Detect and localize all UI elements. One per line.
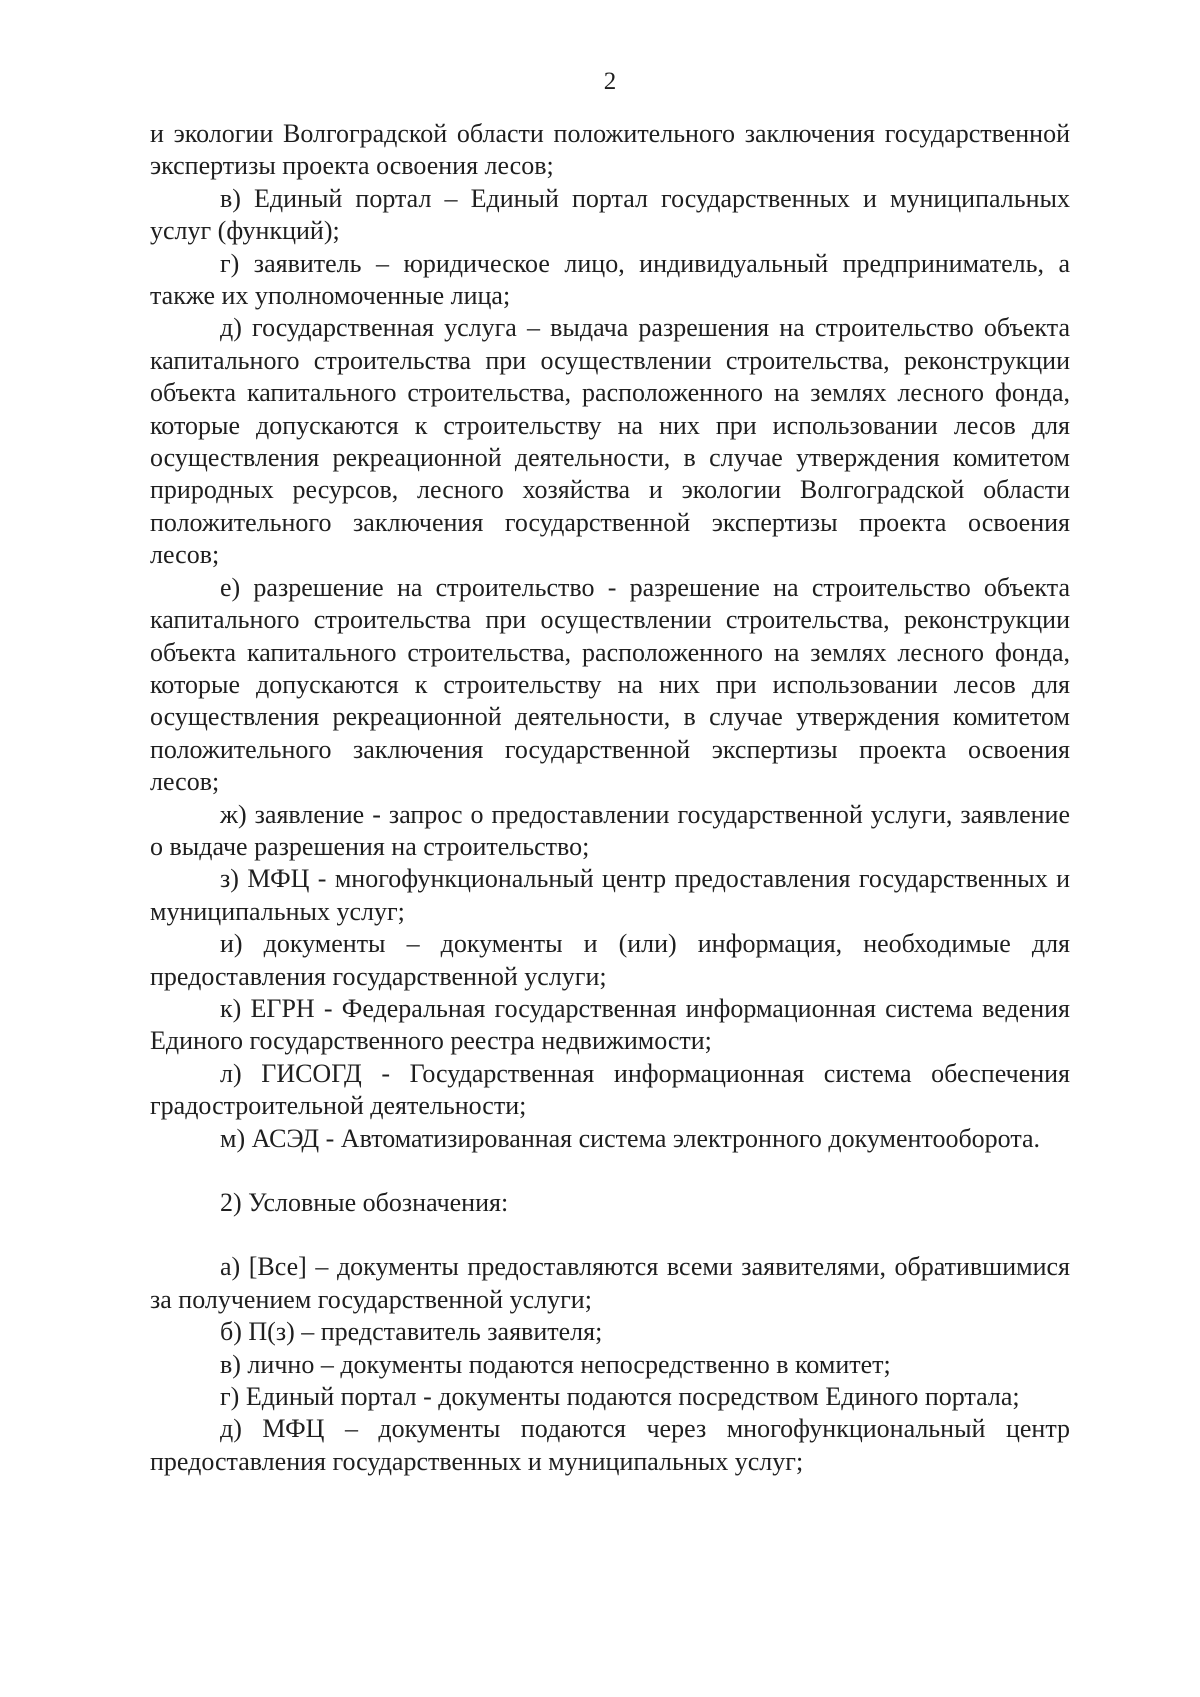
definition-l: л) ГИСОГД - Государственная информационная система обеспечения градостроительной деятельности; (150, 1058, 1070, 1121)
definition-e: е) разрешение на строительство - разрешение на строительство объекта капитального строительства при осуществлении строительства, реконструкции объекта капитального строительства, расположенного на землях лесного фонда, которые допускаются к строительству на них при использовании лесов для осуществления рекреационной деятельности, в случае утверждения комитетом положительного заключения государственной экспертизы проекта освоения лесов; (150, 572, 1070, 797)
definition-m: м) АСЭД - Автоматизированная система электронного документооборота. (220, 1123, 1041, 1153)
definition-k: к) ЕГРН - Федеральная государственная информационная система ведения Единого государственного реестра недвижимости; (150, 993, 1070, 1056)
symbol-g: г) Единый портал - документы подаются посредством Единого портала; (220, 1382, 1020, 1412)
paragraph-continuation: и экологии Волгоградской области положительного заключения государственной экспертизы проекта освоения лесов; (150, 119, 1070, 181)
definition-d: д) государственная услуга – выдача разрешения на строительство объекта капитального строительства при осуществлении строительства, реконструкции объекта капитального строительства, расположенного на землях лесного фонда, которые допускаются к строительству на них при использовании лесов для осуществления рекреационной деятельности, в случае утверждения комитетом природных ресурсов, лесного хозяйства и экологии Волгоградской области положительного заключения государственной экспертизы проекта освоения лесов; (150, 313, 1070, 570)
definition-i: и) документы – документы и (или) информация, необходимые для предоставления государственной услуги; (150, 929, 1070, 991)
definition-z: з) МФЦ - многофункциональный центр предоставления государственных и муниципальных услуг; (150, 864, 1070, 926)
section-heading-symbols: 2) Условные обозначения: (220, 1188, 509, 1217)
symbol-b: б) П(з) – представитель заявителя; (220, 1317, 603, 1347)
document-body (150, 118, 1070, 1478)
page-number: 2 (603, 68, 617, 95)
symbol-d: д) МФЦ – документы подаются через многофункциональный центр предоставления государственных и муниципальных услуг; (150, 1414, 1070, 1476)
definition-g: г) заявитель – юридическое лицо, индивидуальный предприниматель, а также их уполномоченные лица; (150, 248, 1070, 311)
definition-zh: ж) заявление - запрос о предоставлении государственной услуги, заявление о выдаче разрешения на строительство; (150, 799, 1070, 861)
definition-v: в) Единый портал – Единый портал государственных и муниципальных услуг (функций); (150, 183, 1070, 246)
symbol-a: а) [Все] – документы предоставляются всеми заявителями, обратившимися за получением государственной услуги; (150, 1252, 1070, 1314)
symbol-v: в) лично – документы подаются непосредственно в комитет; (220, 1349, 891, 1379)
